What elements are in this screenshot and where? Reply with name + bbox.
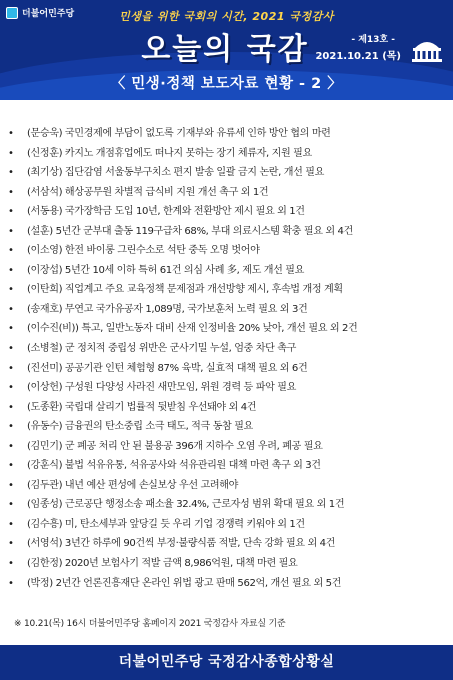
list-item (8, 476, 448, 496)
list-item (8, 222, 448, 242)
bullet: • (8, 264, 14, 276)
list-item (8, 202, 448, 222)
bullet: • (8, 538, 14, 550)
list-item (8, 378, 448, 398)
list-item-text: (김두관) 내년 예산 편성에 손실보상 우선 고려해야 (27, 479, 238, 491)
bullet: • (8, 421, 14, 433)
bullet: • (8, 518, 14, 530)
national-assembly-building-icon (409, 34, 445, 62)
footer-banner: 더불어민주당 국정감사종합상황실 (0, 645, 453, 680)
list-item-text: (유동수) 금융권의 탄소중립 소극 태도, 적극 동참 필요 (27, 421, 253, 433)
bullet: • (8, 147, 14, 159)
list-item-text: (이상헌) 구성원 다양성 사라진 새만모임, 위원 경력 등 파악 필요 (27, 382, 296, 394)
bullet: • (8, 186, 14, 198)
list-item (8, 144, 448, 164)
list-item-text: (송재호) 무연고 국가유공자 1,089명, 국가보훈처 노력 필요 외 3건 (27, 303, 308, 315)
list-item-text: (설훈) 5년간 군부대 출동 119구급차 68%, 부대 의료시스템 확충 필요 외 4건 (27, 225, 353, 237)
list-item-text: (소병철) 군 정치적 중립성 위반은 군사기밀 누설, 엄중 차단 촉구 (27, 343, 296, 355)
list-item-text: (문승욱) 국민경제에 부담이 없도록 기재부와 유류세 인하 방안 협의 마련 (27, 128, 331, 139)
bullet: • (8, 128, 14, 139)
bullet: • (8, 206, 14, 218)
list-item (8, 574, 448, 594)
list-item-text: (서삼석) 해상공무원 차별적 급식비 지원 개선 촉구 외 1건 (27, 186, 269, 198)
bullet: • (8, 343, 14, 355)
slogan: 민생을 위한 국회의 시간, 2021 국정감사 (119, 10, 334, 23)
list-item-text: (서동용) 국가장학금 도입 10년, 한계와 전환방안 제시 필요 외 1건 (27, 206, 305, 218)
bullet: • (8, 225, 14, 237)
party-name: 더불어민주당 (22, 9, 75, 19)
list-item (8, 241, 448, 261)
bullet: • (8, 303, 14, 315)
bullet: • (8, 284, 14, 296)
list-item-text: (최기상) 집단감염 서울동부구치소 편지 발송 일괄 금지 논란, 개선 필요 (27, 167, 324, 179)
bullet: • (8, 323, 14, 335)
list-item (8, 319, 448, 339)
press-release-list (8, 124, 448, 593)
list-item-text: (진선미) 공공기관 인턴 체험형 87% 육박, 실효적 대책 필요 외 6건 (27, 362, 308, 374)
bullet: • (8, 440, 14, 452)
list-item (8, 534, 448, 554)
list-item-text: (이소영) 한전 바이롱 그린수소로 석탄 중독 오명 벗어야 (27, 245, 260, 257)
list-item-text: (서영석) 3년간 하루에 90건씩 부정·불량식품 적발, 단속 강화 필요 외 4건 (27, 538, 335, 550)
bullet: • (8, 460, 14, 472)
bullet: • (8, 362, 14, 374)
list-item (8, 280, 448, 300)
list-item (8, 359, 448, 379)
list-item-text: (임종성) 근로공단 행정소송 패소율 32.4%, 근로자성 범위 확대 필요 외 1건 (27, 499, 345, 511)
bullet: • (8, 382, 14, 394)
list-item-text: (김민기) 군 폐공 처리 안 된 불용공 396개 지하수 오염 우려, 폐공 필요 (27, 440, 323, 452)
list-item (8, 163, 448, 183)
list-item-text: (도종환) 국립대 살리기 법률적 뒷받침 우선돼야 외 4건 (27, 401, 257, 413)
list-item-text: (이장섭) 5년간 10세 이하 특허 61건 의심 사례 多, 제도 개선 필요 (27, 264, 304, 276)
report-date: 2021.10.21 (목) (315, 51, 401, 62)
list-item (8, 495, 448, 515)
list-item (8, 456, 448, 476)
list-item-text: (신정훈) 카지노 개점휴업에도 떠나지 못하는 장기 체류자, 지원 필요 (27, 147, 312, 159)
list-item-text: (김수흥) 미, 탄소세부과 앞당길 듯 우리 기업 경쟁력 키워야 외 1건 (27, 518, 305, 530)
list-item-text: (이탄희) 직업계고 주요 교육정책 문제점과 개선방향 제시, 후속법 개정 계획 (27, 284, 343, 296)
bullet: • (8, 577, 14, 589)
bullet: • (8, 479, 14, 491)
list-item (8, 398, 448, 418)
list-item (8, 339, 448, 359)
bullet: • (8, 499, 14, 511)
list-item (8, 437, 448, 457)
bullet: • (8, 401, 14, 413)
list-item (8, 515, 448, 535)
list-item-text: (이수진(비)) 특고, 일반노동자 대비 산재 인정비율 20% 낮아, 개선 필요 외 2건 (27, 323, 358, 335)
bullet: • (8, 167, 14, 179)
list-item (8, 417, 448, 437)
list-item-text: (김한정) 2020년 보험사기 적발 금액 8,986억원, 대책 마련 필요 (27, 558, 298, 570)
bullet: • (8, 558, 14, 570)
list-item (8, 261, 448, 281)
issue-number: - 제13호 - (351, 35, 395, 45)
source-note: ※ 10.21(목) 16시 더불어민주당 홈페이지 2021 국정감사 자료실 기준 (14, 619, 286, 629)
header-banner (0, 0, 453, 100)
section-subtitle: 〈 민생·정책 보도자료 현황 - 2 〉 (110, 76, 343, 92)
list-item (8, 554, 448, 574)
list-item (8, 183, 448, 203)
list-item (8, 300, 448, 320)
list-item-text: (박정) 2년간 언론진흥재단 온라인 위법 광고 판매 562억, 개선 필요 외 5건 (27, 577, 342, 589)
page-title: 오늘의 국감 (141, 32, 309, 67)
list-item-text: (강훈식) 불법 석유유통, 석유공사와 석유관리원 대책 마련 촉구 외 3건 (27, 460, 321, 472)
list-item (8, 124, 448, 144)
bullet: • (8, 245, 14, 257)
